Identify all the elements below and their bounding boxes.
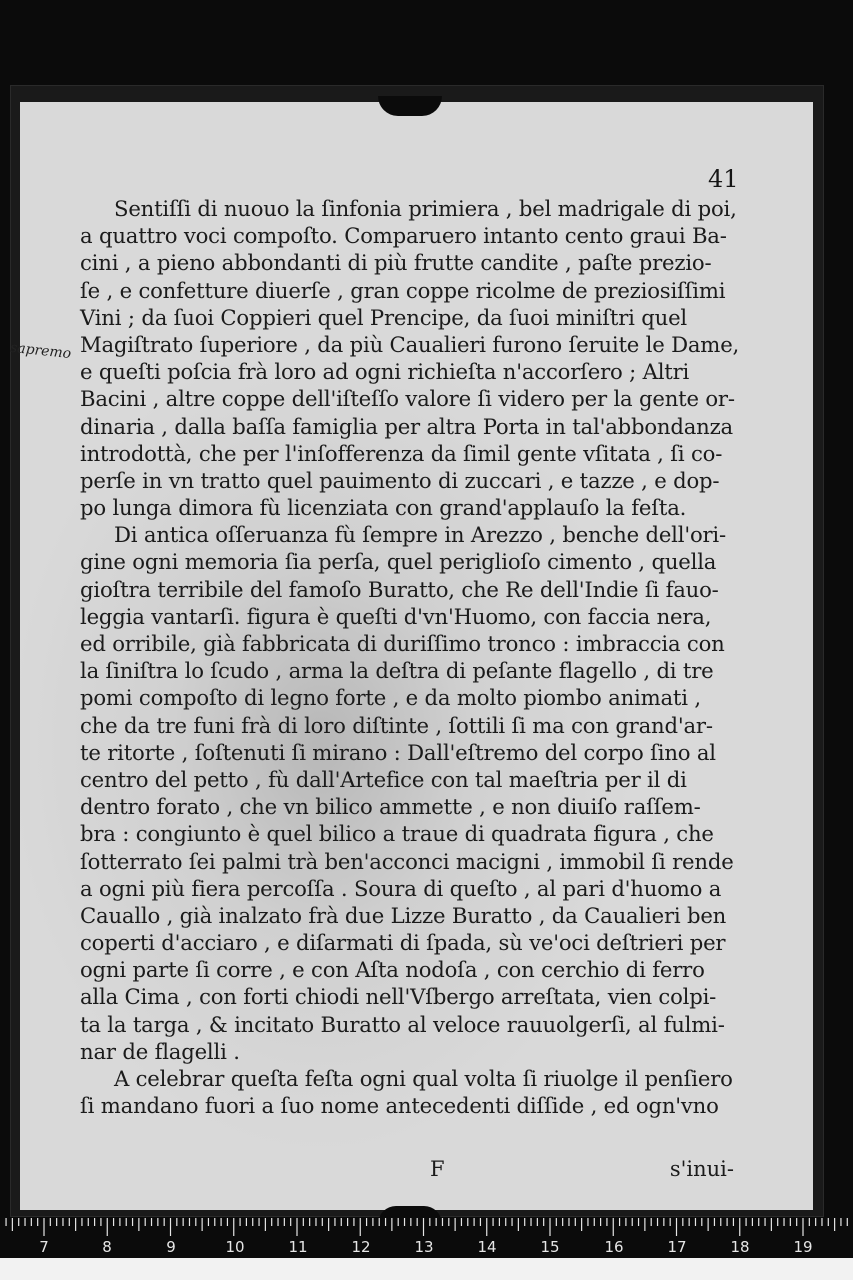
ruler-label: 19	[793, 1238, 813, 1256]
text-line: te ritorte , ſoſtenuti ſi mirano : Dall'eſtremo del corpo ſino al	[80, 739, 716, 765]
text-line: coperti d'acciaro , e diſarmati di ſpada, sù ve'oci deſtrieri per	[80, 930, 726, 956]
text-line: Cauallo , già inalzato frà due Lizze Buratto , da Caualieri ben	[80, 902, 727, 928]
page-footer	[80, 1157, 770, 1187]
catchword: s'inui-	[669, 1157, 734, 1181]
text-line: alla Cima , con forti chiodi nell'Vſbergo arreſtata, vien colpi-	[80, 984, 717, 1010]
text-line: a ogni più fiera percoſſa . Soura di queſto , al pari d'huomo a	[80, 875, 722, 901]
text-line: a quattro voci compoſto. Comparuero intanto cento graui Ba-	[80, 223, 727, 249]
page-number: 41	[708, 165, 739, 193]
text-line: nar de flagelli .	[80, 1038, 240, 1064]
text-line: Bacini , altre coppe dell'iſteſſo valore ſi videro per la gente or-	[80, 386, 735, 412]
ruler-label: 11	[288, 1238, 308, 1256]
holder-notch-top	[378, 96, 442, 116]
text-line: A celebrar queſta feſta ogni qual volta ſi riuolge il penſiero	[114, 1066, 733, 1091]
margin-annotation: sapremo	[9, 339, 72, 363]
ruler-ticks	[0, 1218, 853, 1240]
text-line: gioſtra terribile del famoſo Buratto, che Re dell'Indie ſi fauo-	[80, 576, 719, 602]
text-line: ſotterrato ſei palmi trà ben'acconci macigni , immobil ſi rende	[80, 848, 734, 874]
text-line: centro del petto , fù dall'Artefice con tal maeſtria per il di	[80, 766, 687, 792]
ruler-label: 14	[477, 1238, 497, 1256]
page-body-text	[80, 195, 770, 1119]
text-line: ed orribile, già fabbricata di duriſſimo tronco : imbraccia con	[80, 631, 725, 656]
text-line: Magiſtrato ſuperiore , da più Caualieri furono ſeruite le Dame,	[80, 331, 740, 357]
text-line: gine ogni memoria ſia perſa, quel periglioſo cimento , quella	[80, 549, 717, 575]
ruler-label: 12	[351, 1238, 371, 1256]
text-line: ogni parte ſi corre , e con Aſta nodoſa , con cerchio di ferro	[80, 957, 705, 983]
text-line: leggia vantarſi. figura è queſti d'vn'Huomo, con faccia nera,	[80, 603, 712, 629]
ruler-label: 8	[102, 1238, 112, 1256]
text-line: ta la targa , & incitato Buratto al veloce rauuolgerſi, al fulmi-	[80, 1011, 725, 1037]
text-line: bra : congiunto è quel bilico a traue di quadrata figura , che	[80, 821, 714, 847]
ruler-label: 10	[225, 1238, 245, 1256]
scan-bottom-edge	[0, 1258, 853, 1280]
text-line: Sentiſſi di nuouo la ſinfonia primiera , bel madrigale di poi,	[114, 196, 737, 221]
signature-mark: F	[430, 1157, 445, 1181]
text-line: ſe , e confetture diuerſe , gran coppe ricolme de preziosiſſimi	[80, 277, 726, 303]
ruler-label: 7	[39, 1238, 49, 1256]
text-line: che da tre funi frà di loro diſtinte , ſottili ſi ma con grand'ar-	[80, 712, 713, 738]
text-line: perſe in vn tratto quel pauimento di zuccari , e tazze , e dop-	[80, 467, 720, 493]
ruler-label: 18	[730, 1238, 750, 1256]
ruler-label: 15	[540, 1238, 560, 1256]
ruler-label: 13	[414, 1238, 434, 1256]
text-line: dentro forato , che vn bilico ammette , e non diuiſo raſſem-	[80, 794, 701, 820]
text-line: Di antica oſſeruanza fù ſempre in Arezzo , benche dell'ori-	[114, 522, 726, 548]
text-line: ſi mandano fuori a ſuo nome antecedenti diſſide , ed ogn'vno	[80, 1093, 719, 1119]
text-line: introdottà, che per l'inſofferenza da ſimil gente vſitata , ſi co-	[80, 440, 723, 466]
text-line: cini , a pieno abbondanti di più frutte candite , paſte prezio-	[80, 250, 712, 276]
text-line: la ſiniſtra lo ſcudo , arma la deſtra di peſante flagello , di tre	[80, 658, 714, 684]
ruler-label: 9	[166, 1238, 176, 1256]
ruler-label: 17	[667, 1238, 687, 1256]
text-line: Vini ; da ſuoi Coppieri quel Prencipe, da ſuoi miniſtri quel	[80, 304, 687, 330]
ruler-label: 16	[604, 1238, 624, 1256]
text-line: po lunga dimora fù licenziata con grand'applauſo la feſta.	[80, 495, 687, 521]
text-line: e queſti poſcia frà loro ad ogni richieſta n'accorſero ; Altri	[80, 359, 690, 385]
text-line: pomi compoſto di legno forte , e da molto piombo animati ,	[80, 685, 701, 711]
text-line: dinaria , dalla baſſa famiglia per altra Porta in tal'abbondanza	[80, 413, 733, 439]
